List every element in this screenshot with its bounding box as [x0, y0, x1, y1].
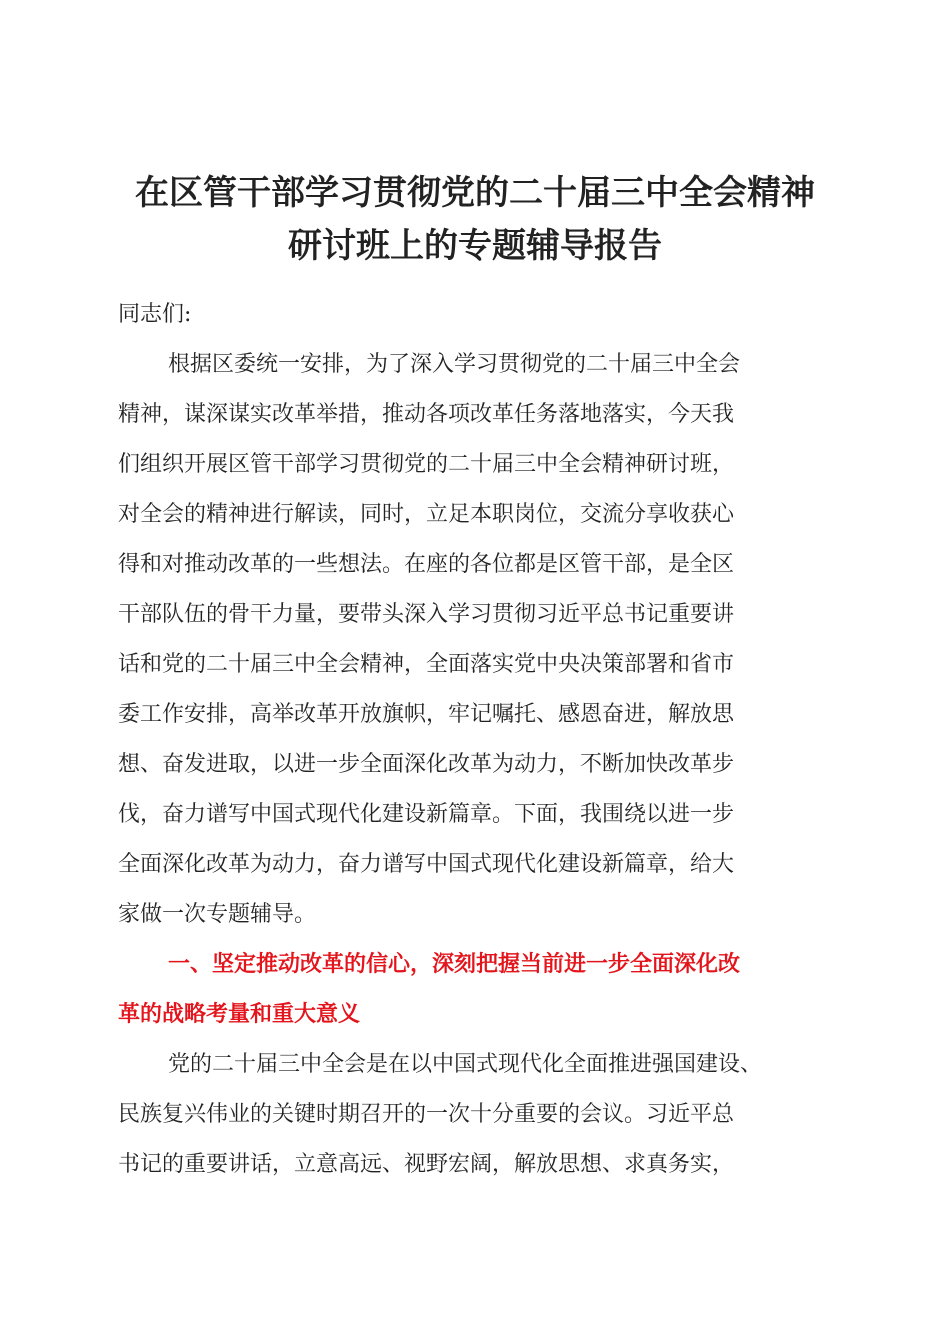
paragraph-line: 家做一次专题辅导。	[118, 902, 317, 927]
paragraph-line: 根据区委统一安排，为了深入学习贯彻党的二十届三中全会	[168, 352, 741, 377]
paragraph-line: 伐，奋力谱写中国式现代化建设新篇章。下面，我围绕以进一步	[118, 802, 735, 827]
paragraph-line: 干部队伍的骨干力量，要带头深入学习贯彻习近平总书记重要讲	[118, 602, 735, 627]
document-title-line-2: 研讨班上的专题辅导报告	[288, 226, 662, 266]
section-heading-line-1: 一、坚定推动改革的信心，深刻把握当前进一步全面深化改	[168, 952, 741, 977]
paragraph-line: 书记的重要讲话，立意高远、视野宏阔，解放思想、求真务实，	[118, 1152, 735, 1177]
section-heading-line-2: 革的战略考量和重大意义	[118, 1002, 361, 1027]
paragraph-line: 话和党的二十届三中全会精神，全面落实党中央决策部署和省市	[118, 652, 735, 677]
paragraph-line: 得和对推动改革的一些想法。在座的各位都是区管干部，是全区	[118, 552, 735, 577]
paragraph-line: 们组织开展区管干部学习贯彻党的二十届三中全会精神研讨班，	[118, 452, 735, 477]
paragraph-line: 精神，谋深谋实改革举措，推动各项改革任务落地落实，今天我	[118, 402, 735, 427]
document-title-line-1: 在区管干部学习贯彻党的二十届三中全会精神	[135, 173, 815, 213]
salutation: 同志们:	[118, 302, 192, 327]
paragraph-line: 党的二十届三中全会是在以中国式现代化全面推进强国建设、	[168, 1052, 763, 1077]
paragraph-line: 民族复兴伟业的关键时期召开的一次十分重要的会议。习近平总	[118, 1102, 735, 1127]
paragraph-line: 想、奋发进取，以进一步全面深化改革为动力，不断加快改革步	[118, 752, 735, 777]
paragraph-line: 委工作安排，高举改革开放旗帜，牢记嘱托、感恩奋进，解放思	[118, 702, 735, 727]
paragraph-line: 全面深化改革为动力，奋力谱写中国式现代化建设新篇章，给大	[118, 852, 735, 877]
paragraph-line: 对全会的精神进行解读，同时，立足本职岗位，交流分享收获心	[118, 502, 735, 527]
